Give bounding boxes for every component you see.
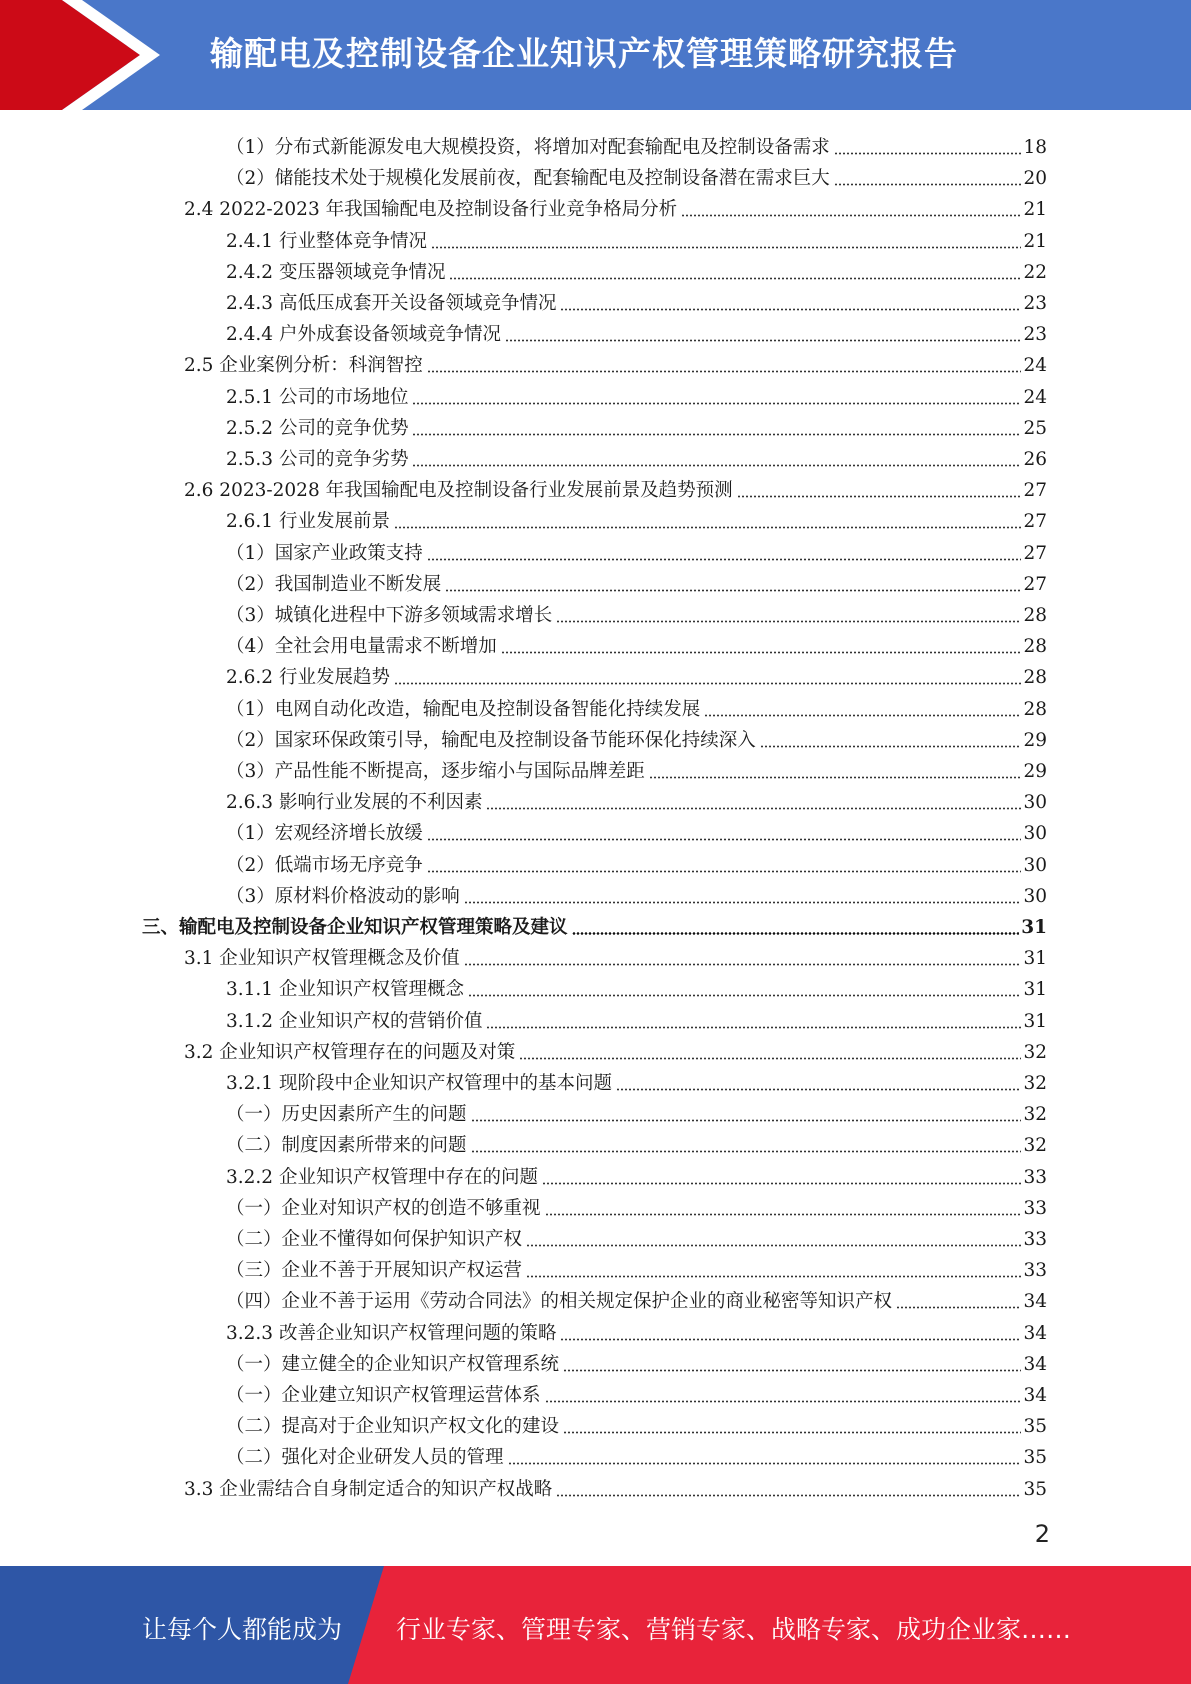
toc-entry[interactable] [226, 721, 1047, 752]
toc-entry[interactable] [226, 1158, 1047, 1189]
toc-entry[interactable] [142, 908, 1047, 939]
toc-entry-title: （1）国家产业政策支持 [226, 542, 423, 564]
toc-entry[interactable] [184, 1033, 1047, 1064]
toc-dot-leader [486, 1007, 1021, 1029]
toc-dot-leader [464, 944, 1022, 966]
toc-entry-title: 2.4 2022-2023 年我国输配电及控制设备行业竞争格局分析 [184, 199, 678, 221]
toc-dot-leader [449, 258, 1021, 280]
toc-entry-page: 31 [1023, 979, 1047, 1001]
toc-entry-title: （2）国家环保政策引导，输配电及控制设备节能环保化持续深入 [226, 729, 756, 751]
toc-entry-title: 3.3 企业需结合自身制定适合的知识产权战略 [184, 1478, 553, 1500]
toc-entry[interactable] [226, 752, 1047, 783]
toc-entry-title: （一）企业对知识产权的创造不够重视 [226, 1197, 541, 1219]
toc-entry-page: 25 [1023, 417, 1047, 439]
toc-entry[interactable] [226, 1002, 1047, 1033]
toc-entry-page: 28 [1023, 698, 1047, 720]
toc-entry-title: 2.4.1 行业整体竞争情况 [226, 230, 427, 252]
toc-entry-title: 2.5.2 公司的竞争优势 [226, 417, 409, 439]
toc-entry-page: 35 [1023, 1478, 1047, 1500]
toc-entry-page: 34 [1023, 1353, 1047, 1375]
toc-entry[interactable] [226, 1282, 1047, 1313]
toc-entry-page: 31 [1023, 1010, 1047, 1032]
toc-entry[interactable] [226, 846, 1047, 877]
toc-dot-leader [737, 476, 1022, 498]
toc-entry[interactable] [226, 596, 1047, 627]
toc-entry-title: 2.5.1 公司的市场地位 [226, 386, 409, 408]
toc-entry-page: 35 [1023, 1447, 1047, 1469]
header-banner [0, 0, 1191, 110]
toc-entry[interactable] [226, 502, 1047, 533]
toc-entry-page: 32 [1023, 1073, 1047, 1094]
toc-entry[interactable] [184, 471, 1047, 502]
toc-entry[interactable] [226, 783, 1047, 814]
toc-entry-title: 2.4.3 高低压成套开关设备领域竞争情况 [226, 293, 557, 314]
toc-entry-page: 30 [1023, 823, 1047, 845]
toc-dot-leader [545, 1194, 1022, 1216]
toc-entry-title: （四）企业不善于运用《劳动合同法》的相关规定保护企业的商业秘密等知识产权 [226, 1291, 893, 1313]
toc-entry-page: 29 [1023, 761, 1047, 782]
toc-dot-leader [394, 507, 1021, 529]
toc-entry-page: 27 [1023, 480, 1047, 502]
toc-entry-title: （2）储能技术处于规模化发展前夜，配套输配电及控制设备潜在需求巨大 [226, 168, 830, 190]
toc-entry[interactable] [184, 939, 1047, 970]
toc-dot-leader [526, 1256, 1021, 1278]
toc-entry-page: 32 [1023, 1104, 1047, 1126]
toc-entry-page: 32 [1023, 1135, 1047, 1157]
toc-entry[interactable] [226, 1438, 1047, 1469]
toc-dot-leader [649, 757, 1022, 779]
toc-dot-leader [545, 1381, 1022, 1403]
toc-entry-title: 2.6 2023-2028 年我国输配电及控制设备行业发展前景及趋势预测 [184, 480, 733, 502]
toc-entry[interactable] [226, 1251, 1047, 1282]
toc-entry-title: （4）全社会用电量需求不断增加 [226, 636, 497, 658]
toc-entry-title: （3）原材料价格波动的影响 [226, 885, 460, 907]
toc-entry[interactable] [226, 409, 1047, 440]
toc-entry-title: 2.6.3 影响行业发展的不利因素 [226, 792, 483, 814]
toc-dot-leader [471, 1131, 1022, 1153]
toc-entry-page: 34 [1023, 1322, 1047, 1344]
toc-dot-leader [704, 695, 1021, 717]
toc-entry[interactable] [226, 222, 1047, 253]
toc-dot-leader [486, 788, 1021, 810]
toc-dot-leader [468, 975, 1021, 997]
footer-slogan-left: 让每个人都能成为 [142, 1615, 343, 1644]
toc-entry-page: 31 [1023, 948, 1047, 970]
toc-dot-leader [464, 882, 1022, 904]
toc-entry-title: （一）建立健全的企业知识产权管理系统 [226, 1353, 560, 1375]
toc-entry[interactable] [226, 970, 1047, 1001]
toc-entry-title: 3.2 企业知识产权管理存在的问题及对策 [184, 1041, 516, 1063]
toc-entry-title: （一）企业建立知识产权管理运营体系 [226, 1385, 541, 1406]
toc-entry[interactable] [184, 346, 1047, 377]
toc-entry[interactable] [226, 690, 1047, 721]
toc-entry[interactable] [226, 1189, 1047, 1220]
toc-entry[interactable] [226, 253, 1047, 284]
toc-entry[interactable] [226, 1345, 1047, 1376]
footer-slogan-right: 行业专家、管理专家、营销专家、战略专家、成功企业家…… [396, 1615, 1072, 1644]
toc-entry[interactable] [226, 814, 1047, 845]
toc-entry-title: （2）我国制造业不断发展 [226, 573, 442, 595]
toc-entry[interactable] [226, 1376, 1047, 1407]
page-number: 2 [1034, 1520, 1050, 1548]
toc-entry-title: 3.1 企业知识产权管理概念及价值 [184, 948, 460, 970]
toc-dot-leader [834, 133, 1022, 155]
toc-entry-title: （三）企业不善于开展知识产权运营 [226, 1260, 523, 1282]
toc-dot-leader [526, 1225, 1021, 1247]
toc-entry[interactable] [226, 658, 1047, 689]
toc-dot-leader [760, 726, 1022, 748]
toc-entry-page: 30 [1023, 885, 1047, 907]
toc-dot-leader [412, 383, 1021, 405]
toc-entry-page: 27 [1023, 573, 1047, 595]
toc-entry[interactable] [226, 128, 1047, 159]
toc-entry-page: 18 [1023, 137, 1047, 158]
toc-dot-leader [563, 1350, 1021, 1372]
toc-entry[interactable] [226, 877, 1047, 908]
toc-entry-title: （3）产品性能不断提高，逐步缩小与国际品牌差距 [226, 761, 645, 782]
toc-entry-page: 30 [1023, 854, 1047, 876]
toc-entry-page: 21 [1023, 230, 1047, 252]
toc-entry[interactable] [226, 1220, 1047, 1251]
toc-entry-page: 21 [1023, 199, 1047, 221]
toc-entry-page: 23 [1023, 293, 1047, 314]
toc-dot-leader [616, 1069, 1021, 1091]
toc-entry[interactable] [226, 1126, 1047, 1157]
toc-entry-page: 34 [1023, 1385, 1047, 1406]
toc-entry[interactable] [226, 284, 1047, 315]
toc-entry-title: （二）提高对于企业知识产权文化的建设 [226, 1416, 560, 1438]
toc-entry-title: 2.5.3 公司的竞争劣势 [226, 449, 409, 470]
footer-banner [0, 1566, 1191, 1684]
toc-entry[interactable] [226, 1064, 1047, 1095]
toc-entry-title: 2.4.4 户外成套设备领域竞争情况 [226, 324, 501, 346]
toc-entry-title: 2.6.1 行业发展前景 [226, 511, 390, 533]
toc-dot-leader [505, 320, 1021, 342]
toc-entry-page: 27 [1023, 511, 1047, 533]
toc-entry-title: 三、输配电及控制设备企业知识产权管理策略及建议 [142, 917, 568, 938]
toc-entry[interactable] [226, 315, 1047, 346]
toc-dot-leader [427, 539, 1022, 561]
toc-entry[interactable] [226, 627, 1047, 658]
toc-dot-leader [431, 227, 1021, 249]
toc-entry-page: 28 [1023, 636, 1047, 658]
toc-entry-page: 32 [1023, 1041, 1047, 1063]
toc-dot-leader [427, 819, 1022, 841]
toc-entry-page: 28 [1023, 605, 1047, 626]
toc-entry[interactable] [184, 1470, 1047, 1501]
toc-dot-leader [427, 351, 1022, 373]
toc-entry-page: 31 [1021, 917, 1047, 938]
toc-entry-title: 2.6.2 行业发展趋势 [226, 667, 390, 689]
toc-entry-page: 33 [1023, 1229, 1047, 1250]
toc-entry-page: 28 [1023, 667, 1047, 689]
toc-dot-leader [556, 1475, 1021, 1497]
toc-dot-leader [412, 414, 1021, 436]
toc-dot-leader [834, 164, 1022, 186]
toc-dot-leader [556, 601, 1021, 623]
toc-entry-title: （3）城镇化进程中下游多领域需求增长 [226, 605, 553, 626]
toc-entry[interactable] [226, 1314, 1047, 1345]
toc-dot-leader [394, 663, 1021, 685]
toc-entry-page: 33 [1023, 1260, 1047, 1282]
toc-dot-leader [412, 445, 1021, 467]
toc-entry-page: 34 [1023, 1291, 1047, 1313]
toc-entry-page: 33 [1023, 1197, 1047, 1219]
toc-dot-leader [563, 1412, 1021, 1434]
toc-entry-page: 33 [1023, 1166, 1047, 1188]
toc-entry-page: 29 [1023, 729, 1047, 751]
toc-entry-page: 26 [1023, 449, 1047, 470]
toc-entry-title: （1）分布式新能源发电大规模投资，将增加对配套输配电及控制设备需求 [226, 137, 830, 158]
toc-entry-title: （二）企业不懂得如何保护知识产权 [226, 1229, 523, 1250]
toc-entry[interactable] [226, 440, 1047, 471]
toc-dot-leader [508, 1443, 1022, 1465]
toc-entry[interactable] [226, 565, 1047, 596]
toc-entry[interactable] [226, 1095, 1047, 1126]
toc-dot-leader [560, 1319, 1021, 1341]
toc-entry-page: 22 [1023, 261, 1047, 283]
toc-entry[interactable] [226, 534, 1047, 565]
toc-dot-leader [445, 570, 1021, 592]
toc-dot-leader [572, 913, 1020, 935]
toc-dot-leader [896, 1287, 1021, 1309]
toc-dot-leader [427, 851, 1022, 873]
toc-entry-page: 24 [1023, 386, 1047, 408]
toc-dot-leader [542, 1163, 1021, 1185]
toc-entry-title: （1）电网自动化改造，输配电及控制设备智能化持续发展 [226, 698, 701, 720]
toc-entry[interactable] [226, 378, 1047, 409]
toc-dot-leader [519, 1038, 1021, 1060]
toc-entry-title: 3.2.2 企业知识产权管理中存在的问题 [226, 1166, 538, 1188]
toc-entry-page: 35 [1023, 1416, 1047, 1438]
toc-entry[interactable] [226, 1407, 1047, 1438]
toc-entry-title: 2.4.2 变压器领域竞争情况 [226, 261, 446, 283]
toc-entry-title: （一）历史因素所产生的问题 [226, 1104, 467, 1126]
toc-entry[interactable] [184, 190, 1047, 221]
toc-entry-title: 3.2.3 改善企业知识产权管理问题的策略 [226, 1322, 557, 1344]
toc-entry-title: （2）低端市场无序竞争 [226, 854, 423, 876]
toc-dot-leader [560, 289, 1021, 311]
toc-entry-page: 27 [1023, 542, 1047, 564]
toc-entry-page: 24 [1023, 355, 1047, 377]
toc-entry-title: 3.1.1 企业知识产权管理概念 [226, 979, 464, 1001]
toc-dot-leader [681, 195, 1021, 217]
toc-entry-page: 23 [1023, 324, 1047, 346]
toc-entry[interactable] [226, 159, 1047, 190]
toc-entry-title: （1）宏观经济增长放缓 [226, 823, 423, 845]
toc-entry-title: 3.2.1 现阶段中企业知识产权管理中的基本问题 [226, 1073, 612, 1094]
toc-entry-title: 3.1.2 企业知识产权的营销价值 [226, 1010, 483, 1032]
toc-entry-title: 2.5 企业案例分析：科润智控 [184, 355, 423, 377]
toc-entry-title: （二）制度因素所带来的问题 [226, 1135, 467, 1157]
toc-entry-title: （二）强化对企业研发人员的管理 [226, 1447, 504, 1469]
toc-entry-page: 30 [1023, 792, 1047, 814]
toc-dot-leader [471, 1100, 1022, 1122]
document-title: 输配电及控制设备企业知识产权管理策略研究报告 [210, 34, 958, 73]
toc-entry-page: 20 [1023, 168, 1047, 190]
toc-dot-leader [501, 632, 1022, 654]
